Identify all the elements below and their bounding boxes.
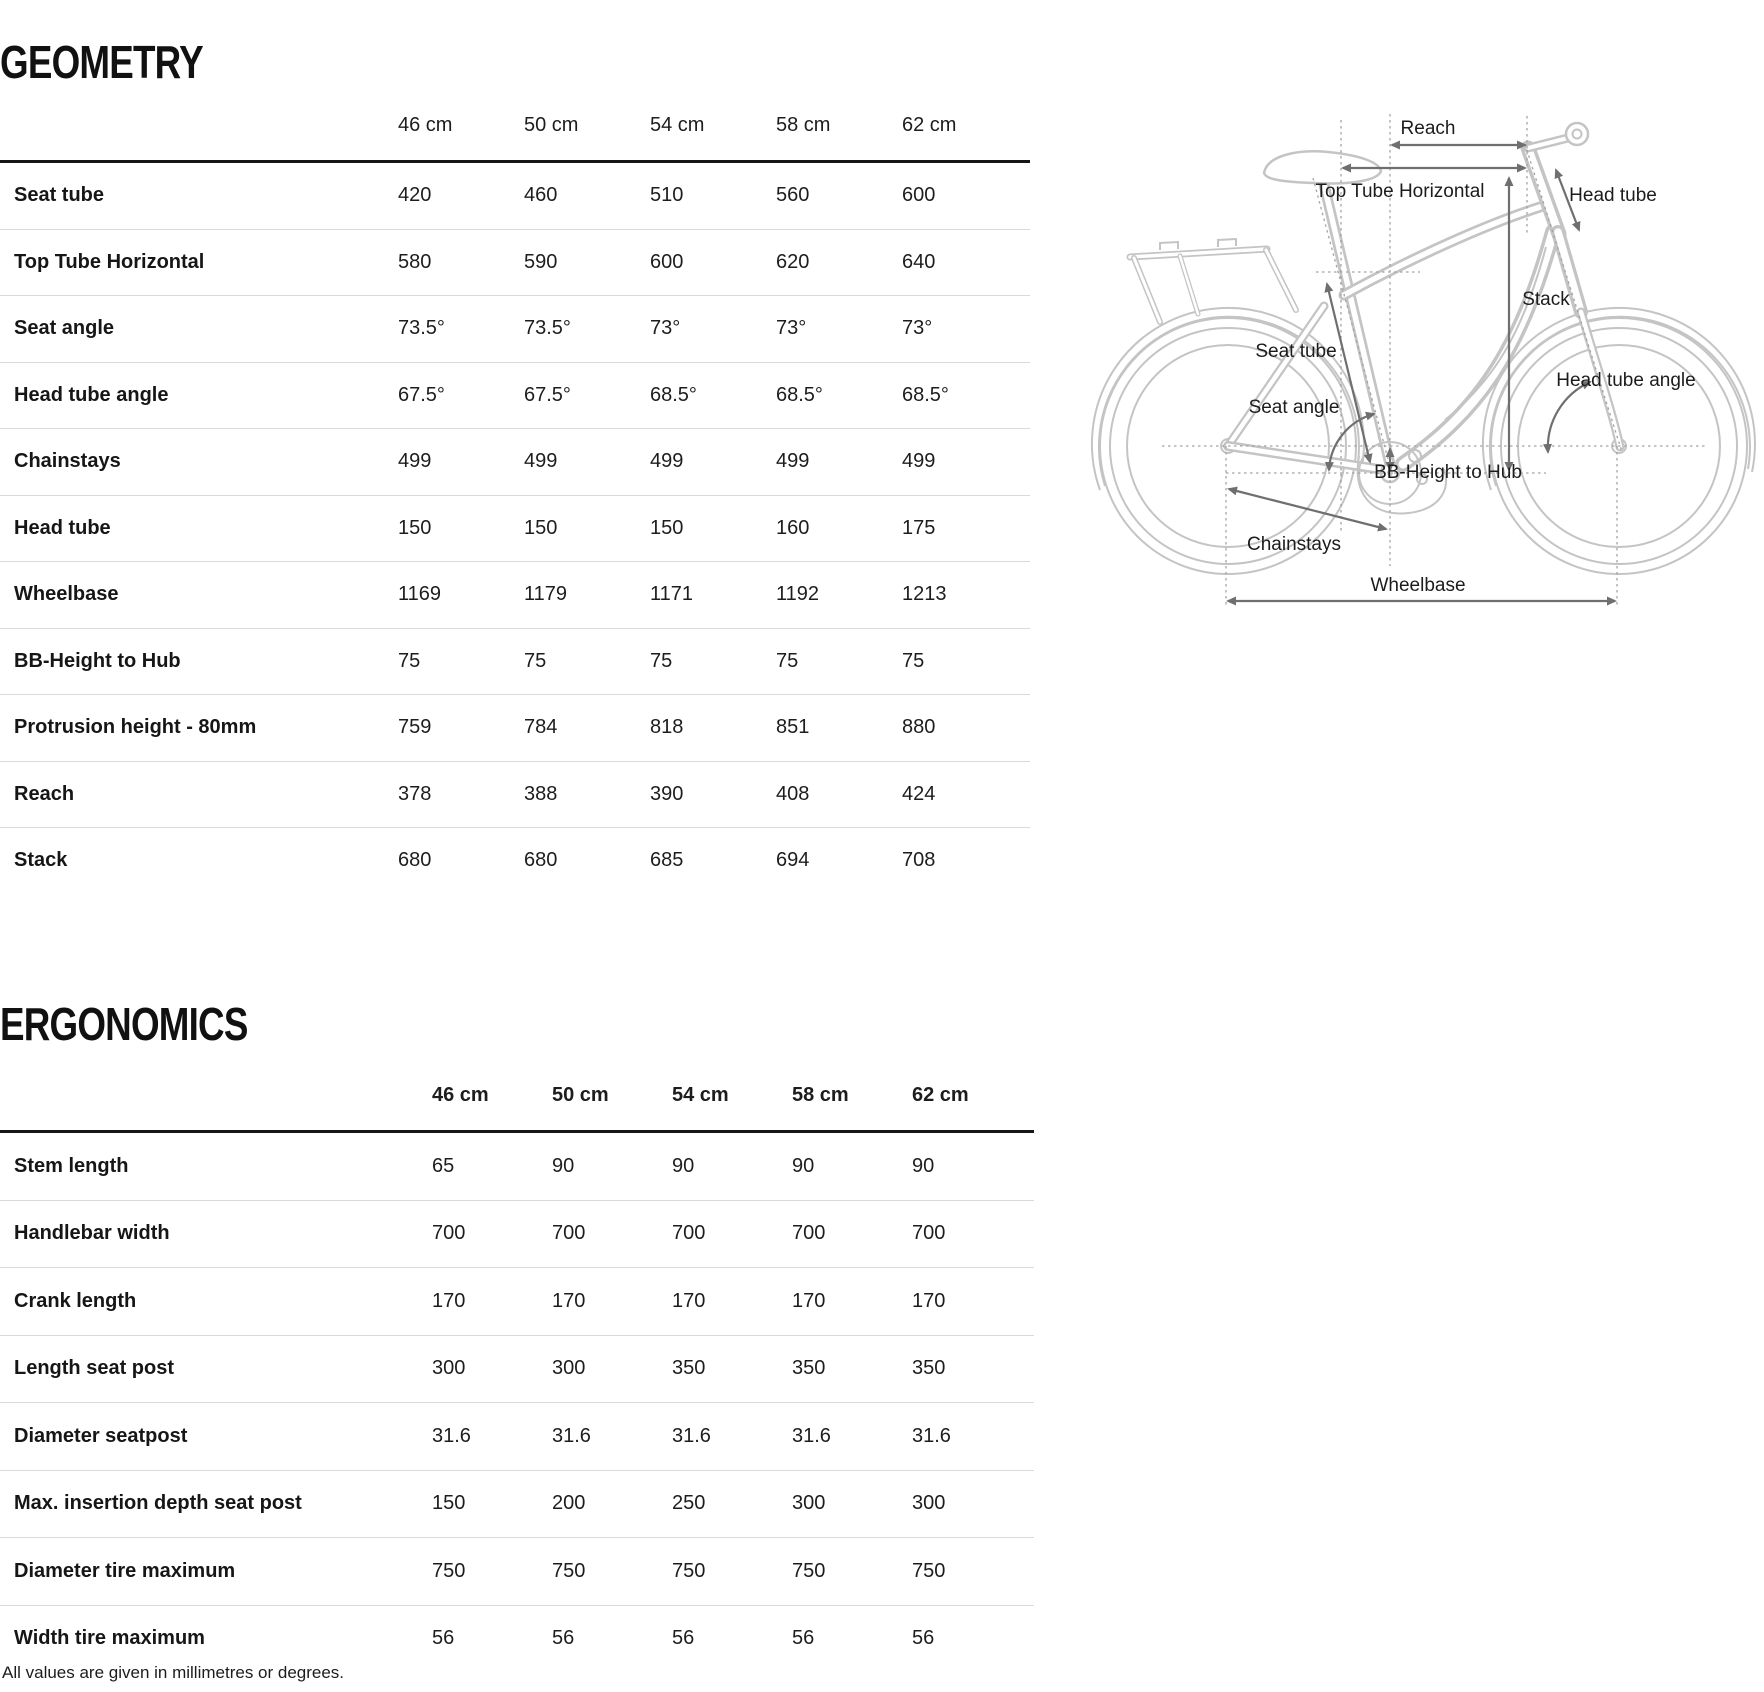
row-label: Seat tube (14, 184, 105, 207)
diagram-label-head-tube-angle: Head tube angle (1556, 370, 1696, 391)
column-header: 54 cm (672, 1083, 729, 1106)
cell-value: 170 (552, 1289, 586, 1312)
diagram-labels (1247, 118, 1696, 596)
cell-value: 56 (432, 1627, 455, 1650)
cell-value: 300 (552, 1357, 586, 1380)
cell-value: 200 (552, 1492, 586, 1515)
cell-value: 600 (902, 184, 936, 207)
column-header: 46 cm (432, 1083, 489, 1106)
row-label: Seat angle (14, 317, 115, 340)
table-row (0, 1201, 1034, 1269)
column-header: 62 cm (902, 113, 957, 136)
cell-value: 700 (792, 1222, 826, 1245)
diagram-label-seat-angle: Seat angle (1248, 397, 1340, 418)
row-label: Length seat post (14, 1357, 175, 1380)
cell-value: 408 (776, 782, 810, 805)
table-row (0, 562, 1030, 629)
cell-value: 75 (524, 649, 547, 672)
diagram-label-top-tube: Top Tube Horizontal (1315, 181, 1485, 202)
cell-value: 175 (902, 516, 936, 539)
cell-value: 160 (776, 516, 810, 539)
geometry-section-title: GEOMETRY (0, 35, 203, 88)
cell-value: 700 (912, 1222, 946, 1245)
cell-value: 700 (432, 1222, 466, 1245)
table-row (0, 1268, 1034, 1336)
cell-value: 150 (524, 516, 558, 539)
cell-value: 499 (398, 450, 432, 473)
cell-value: 300 (792, 1492, 826, 1515)
cell-value: 75 (650, 649, 673, 672)
bike-geometry-diagram (1060, 60, 1764, 625)
cell-value: 31.6 (912, 1424, 951, 1447)
head-tube-angle-arc (1548, 382, 1590, 452)
cell-value: 600 (650, 250, 684, 273)
cell-value: 685 (650, 849, 684, 872)
cell-value: 499 (650, 450, 684, 473)
table-row (0, 163, 1030, 230)
cell-value: 694 (776, 849, 810, 872)
table-row (0, 496, 1030, 563)
cell-value: 1171 (650, 583, 694, 606)
cell-value: 56 (552, 1627, 575, 1650)
cell-value: 68.5° (902, 383, 949, 406)
cell-value: 388 (524, 782, 558, 805)
ergonomics-section-title: ERGONOMICS (0, 997, 248, 1050)
units-footnote: All values are given in millimetres or degrees. (2, 1663, 345, 1682)
cell-value: 56 (672, 1627, 695, 1650)
cell-value: 1213 (902, 583, 947, 606)
row-label: BB-Height to Hub (14, 649, 181, 672)
cell-value: 75 (902, 649, 925, 672)
row-label: Diameter tire maximum (14, 1559, 236, 1582)
cell-value: 170 (672, 1289, 706, 1312)
cell-value: 75 (776, 649, 799, 672)
column-header: 58 cm (792, 1083, 849, 1106)
table-row (0, 762, 1030, 829)
cell-value: 67.5° (398, 383, 445, 406)
diagram-label-head-tube: Head tube (1569, 185, 1657, 206)
cell-value: 460 (524, 184, 558, 207)
row-label: Reach (14, 782, 75, 805)
cell-value: 68.5° (650, 383, 697, 406)
cell-value: 750 (552, 1559, 586, 1582)
column-header: 50 cm (524, 113, 579, 136)
table-header-row (0, 1060, 1034, 1133)
table-row (0, 828, 1030, 894)
row-label: Stack (14, 849, 68, 872)
table-row (0, 296, 1030, 363)
diagram-label-chainstays: Chainstays (1247, 534, 1341, 555)
cell-value: 1169 (398, 583, 442, 606)
diagram-label-wheelbase: Wheelbase (1370, 575, 1466, 596)
cell-value: 67.5° (524, 383, 571, 406)
geometry-table (0, 90, 1030, 894)
cell-value: 590 (524, 250, 558, 273)
table-row (0, 695, 1030, 762)
cell-value: 851 (776, 716, 810, 739)
cell-value: 31.6 (792, 1424, 831, 1447)
cell-value: 250 (672, 1492, 706, 1515)
cell-value: 708 (902, 849, 936, 872)
row-label: Head tube (14, 516, 111, 539)
ergonomics-table (0, 1060, 1034, 1672)
row-label: Protrusion height - 80mm (14, 716, 257, 739)
cell-value: 73° (650, 317, 681, 340)
cell-value: 56 (912, 1627, 935, 1650)
cell-value: 75 (398, 649, 421, 672)
cell-value: 818 (650, 716, 684, 739)
cell-value: 300 (912, 1492, 946, 1515)
row-label: Crank length (14, 1289, 137, 1312)
cell-value: 499 (902, 450, 936, 473)
cell-value: 170 (912, 1289, 946, 1312)
row-label: Head tube angle (14, 383, 169, 406)
cell-value: 880 (902, 716, 936, 739)
cell-value: 499 (776, 450, 810, 473)
cell-value: 90 (912, 1154, 935, 1177)
cell-value: 150 (432, 1492, 466, 1515)
cell-value: 73.5° (524, 317, 571, 340)
bike-diagram-svg (1060, 60, 1764, 620)
table-row (0, 1336, 1034, 1404)
column-header: 46 cm (398, 113, 453, 136)
cell-value: 378 (398, 782, 432, 805)
cell-value: 350 (792, 1357, 826, 1380)
diagram-label-reach: Reach (1400, 118, 1456, 139)
table-row (0, 429, 1030, 496)
cell-value: 56 (792, 1627, 815, 1650)
cell-value: 499 (524, 450, 558, 473)
cell-value: 150 (398, 516, 432, 539)
row-label: Width tire maximum (14, 1627, 205, 1650)
table-row (0, 363, 1030, 430)
cell-value: 65 (432, 1154, 455, 1177)
row-label: Handlebar width (14, 1222, 170, 1245)
cell-value: 784 (524, 716, 558, 739)
table-header-row (0, 90, 1030, 163)
cell-value: 680 (398, 849, 432, 872)
cell-value: 750 (432, 1559, 466, 1582)
diagram-label-seat-tube: Seat tube (1255, 341, 1337, 362)
column-header: 50 cm (552, 1083, 609, 1106)
diagram-label-stack: Stack (1522, 289, 1570, 310)
column-header: 58 cm (776, 113, 831, 136)
row-label: Wheelbase (14, 583, 119, 606)
cell-value: 620 (776, 250, 810, 273)
cell-value: 350 (912, 1357, 946, 1380)
cell-value: 510 (650, 184, 684, 207)
cell-value: 424 (902, 782, 936, 805)
table-row (0, 1538, 1034, 1606)
cell-value: 750 (912, 1559, 946, 1582)
table-row (0, 1471, 1034, 1539)
cell-value: 1179 (524, 583, 568, 606)
cell-value: 90 (552, 1154, 575, 1177)
table-row (0, 230, 1030, 297)
cell-value: 31.6 (552, 1424, 591, 1447)
cell-value: 170 (792, 1289, 826, 1312)
cell-value: 700 (672, 1222, 706, 1245)
table-row (0, 629, 1030, 696)
cell-value: 750 (792, 1559, 826, 1582)
cell-value: 560 (776, 184, 810, 207)
cell-value: 73° (902, 317, 933, 340)
column-header: 62 cm (912, 1083, 969, 1106)
diagram-label-bb-height: BB-Height to Hub (1374, 462, 1522, 483)
cell-value: 150 (650, 516, 684, 539)
cell-value: 68.5° (776, 383, 823, 406)
row-label: Stem length (14, 1154, 129, 1177)
cell-value: 640 (902, 250, 936, 273)
cell-value: 170 (432, 1289, 466, 1312)
table-row (0, 1403, 1034, 1471)
row-label: Max. insertion depth seat post (14, 1492, 302, 1515)
row-label: Chainstays (14, 450, 121, 473)
table-row (0, 1133, 1034, 1201)
cell-value: 680 (524, 849, 558, 872)
cell-value: 420 (398, 184, 432, 207)
cell-value: 350 (672, 1357, 706, 1380)
cell-value: 31.6 (672, 1424, 711, 1447)
cell-value: 759 (398, 716, 432, 739)
cell-value: 73.5° (398, 317, 445, 340)
cell-value: 90 (672, 1154, 695, 1177)
cell-value: 1192 (776, 583, 820, 606)
cell-value: 300 (432, 1357, 466, 1380)
cell-value: 700 (552, 1222, 586, 1245)
chainstays-arrow (1229, 489, 1386, 529)
cell-value: 390 (650, 782, 684, 805)
cell-value: 580 (398, 250, 432, 273)
cell-value: 750 (672, 1559, 706, 1582)
column-header: 54 cm (650, 113, 705, 136)
cell-value: 90 (792, 1154, 815, 1177)
cell-value: 73° (776, 317, 807, 340)
row-label: Diameter seatpost (14, 1424, 188, 1447)
cell-value: 31.6 (432, 1424, 471, 1447)
row-label: Top Tube Horizontal (14, 250, 205, 273)
